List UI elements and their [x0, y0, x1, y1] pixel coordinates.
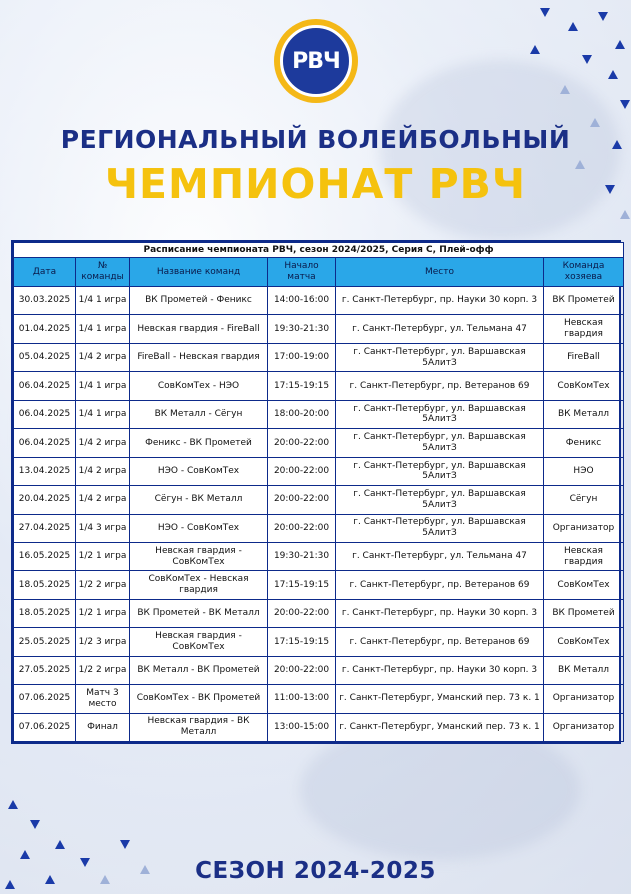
table-row	[14, 457, 624, 485]
teams-cell: ВК Металл - ВК Прометей	[130, 656, 268, 684]
teams-cell: НЭО - СовКомТех	[130, 457, 268, 485]
host-cell: Невская гвардия	[544, 542, 624, 570]
date-cell: 27.05.2025	[14, 656, 76, 684]
time-cell: 17:15-19:15	[268, 628, 336, 656]
time-cell: 17:15-19:15	[268, 372, 336, 400]
table-header-row	[14, 258, 624, 287]
date-cell: 25.05.2025	[14, 628, 76, 656]
venue-cell: г. Санкт-Петербург, ул. Тельмана 47	[336, 315, 544, 343]
venue-cell: г. Санкт-Петербург, Уманский пер. 73 к. 1	[336, 685, 544, 713]
round-cell: 1/2 1 игра	[76, 599, 130, 627]
column-header: № команды	[76, 258, 130, 287]
venue-cell: г. Санкт-Петербург, ул. Варшавская 5АлитЗ	[336, 343, 544, 371]
date-cell: 13.04.2025	[14, 457, 76, 485]
date-cell: 18.05.2025	[14, 599, 76, 627]
date-cell: 07.06.2025	[14, 685, 76, 713]
table-row	[14, 514, 624, 542]
host-cell: ВК Металл	[544, 656, 624, 684]
table-row	[14, 571, 624, 599]
table-row	[14, 656, 624, 684]
time-cell: 20:00-22:00	[268, 656, 336, 684]
table-row	[14, 372, 624, 400]
rvch-logo	[274, 19, 358, 103]
host-cell: Невская гвардия	[544, 315, 624, 343]
date-cell: 06.04.2025	[14, 429, 76, 457]
time-cell: 13:00-15:00	[268, 713, 336, 741]
round-cell: 1/4 2 игра	[76, 457, 130, 485]
table-row	[14, 400, 624, 428]
teams-cell: Невская гвардия - СовКомТех	[130, 628, 268, 656]
time-cell: 20:00-22:00	[268, 486, 336, 514]
teams-cell: СовКомТех - ВК Прометей	[130, 685, 268, 713]
teams-cell: Невская гвардия - СовКомТех	[130, 542, 268, 570]
date-cell: 18.05.2025	[14, 571, 76, 599]
teams-cell: Феникс - ВК Прометей	[130, 429, 268, 457]
host-cell: ВК Прометей	[544, 287, 624, 315]
schedule-table	[11, 240, 621, 744]
teams-cell: Сёгун - ВК Металл	[130, 486, 268, 514]
round-cell: 1/4 1 игра	[76, 287, 130, 315]
time-cell: 14:00-16:00	[268, 287, 336, 315]
teams-cell: Невская гвардия - FireBall	[130, 315, 268, 343]
table-row	[14, 628, 624, 656]
table-row	[14, 685, 624, 713]
round-cell: Финал	[76, 713, 130, 741]
venue-cell: г. Санкт-Петербург, ул. Варшавская 5АлитЗ	[336, 457, 544, 485]
venue-cell: г. Санкт-Петербург, пр. Науки 30 корп. 3	[336, 599, 544, 627]
table-row	[14, 429, 624, 457]
time-cell: 19:30-21:30	[268, 315, 336, 343]
round-cell: 1/4 2 игра	[76, 429, 130, 457]
host-cell: Сёгун	[544, 486, 624, 514]
host-cell: Феникс	[544, 429, 624, 457]
time-cell: 20:00-22:00	[268, 514, 336, 542]
title-line-1: РЕГИОНАЛЬНЫЙ ВОЛЕЙБОЛЬНЫЙ	[60, 125, 571, 154]
date-cell: 27.04.2025	[14, 514, 76, 542]
venue-cell: г. Санкт-Петербург, пр. Науки 30 корп. 3	[336, 287, 544, 315]
venue-cell: г. Санкт-Петербург, ул. Тельмана 47	[336, 542, 544, 570]
host-cell: СовКомТех	[544, 628, 624, 656]
time-cell: 20:00-22:00	[268, 429, 336, 457]
venue-cell: г. Санкт-Петербург, ул. Варшавская 5АлитЗ	[336, 514, 544, 542]
date-cell: 07.06.2025	[14, 713, 76, 741]
time-cell: 19:30-21:30	[268, 542, 336, 570]
date-cell: 01.04.2025	[14, 315, 76, 343]
table-row	[14, 713, 624, 741]
teams-cell: ВК Прометей - Феникс	[130, 287, 268, 315]
round-cell: 1/4 1 игра	[76, 372, 130, 400]
title-line-2: ЧЕМПИОНАТ РВЧ	[104, 160, 527, 208]
time-cell: 18:00-20:00	[268, 400, 336, 428]
time-cell: 11:00-13:00	[268, 685, 336, 713]
date-cell: 30.03.2025	[14, 287, 76, 315]
table-row	[14, 315, 624, 343]
venue-cell: г. Санкт-Петербург, ул. Варшавская 5АлитЗ	[336, 486, 544, 514]
time-cell: 20:00-22:00	[268, 599, 336, 627]
teams-cell: НЭО - СовКомТех	[130, 514, 268, 542]
time-cell: 20:00-22:00	[268, 457, 336, 485]
host-cell: ВК Металл	[544, 400, 624, 428]
round-cell: 1/4 2 игра	[76, 486, 130, 514]
host-cell: СовКомТех	[544, 571, 624, 599]
round-cell: 1/2 2 игра	[76, 571, 130, 599]
host-cell: ВК Прометей	[544, 599, 624, 627]
host-cell: Организатор	[544, 514, 624, 542]
round-cell: 1/2 2 игра	[76, 656, 130, 684]
date-cell: 20.04.2025	[14, 486, 76, 514]
column-header: Место	[336, 258, 544, 287]
round-cell: 1/4 1 игра	[76, 315, 130, 343]
teams-cell: Невская гвардия - ВК Металл	[130, 713, 268, 741]
date-cell: 06.04.2025	[14, 400, 76, 428]
round-cell: 1/4 3 игра	[76, 514, 130, 542]
time-cell: 17:15-19:15	[268, 571, 336, 599]
date-cell: 16.05.2025	[14, 542, 76, 570]
logo-text: РВЧ	[280, 25, 352, 97]
round-cell: 1/4 1 игра	[76, 400, 130, 428]
column-header: Дата	[14, 258, 76, 287]
host-cell: Организатор	[544, 685, 624, 713]
table-row	[14, 542, 624, 570]
host-cell: НЭО	[544, 457, 624, 485]
venue-cell: г. Санкт-Петербург, пр. Ветеранов 69	[336, 372, 544, 400]
venue-cell: г. Санкт-Петербург, Уманский пер. 73 к. 1	[336, 713, 544, 741]
table-row	[14, 486, 624, 514]
venue-cell: г. Санкт-Петербург, пр. Ветеранов 69	[336, 571, 544, 599]
date-cell: 06.04.2025	[14, 372, 76, 400]
venue-cell: г. Санкт-Петербург, пр. Науки 30 корп. 3	[336, 656, 544, 684]
round-cell: 1/2 3 игра	[76, 628, 130, 656]
table-row	[14, 599, 624, 627]
teams-cell: ВК Металл - Сёгун	[130, 400, 268, 428]
season-title: СЕЗОН 2024-2025	[195, 858, 436, 884]
teams-cell: СовКомТех - Невская гвардия	[130, 571, 268, 599]
round-cell: Матч 3 место	[76, 685, 130, 713]
host-cell: FireBall	[544, 343, 624, 371]
table-row	[14, 343, 624, 371]
teams-cell: ВК Прометей - ВК Металл	[130, 599, 268, 627]
round-cell: 1/2 1 игра	[76, 542, 130, 570]
column-header: Команда хозяева	[544, 258, 624, 287]
table-caption: Расписание чемпионата РВЧ, сезон 2024/2025, Серия С, Плей-офф	[14, 243, 624, 258]
column-header: Начало матча	[268, 258, 336, 287]
teams-cell: FireBall - Невская гвардия	[130, 343, 268, 371]
host-cell: СовКомТех	[544, 372, 624, 400]
teams-cell: СовКомТех - НЭО	[130, 372, 268, 400]
column-header: Название команд	[130, 258, 268, 287]
table-row	[14, 287, 624, 315]
venue-cell: г. Санкт-Петербург, ул. Варшавская 5АлитЗ	[336, 400, 544, 428]
time-cell: 17:00-19:00	[268, 343, 336, 371]
venue-cell: г. Санкт-Петербург, ул. Варшавская 5АлитЗ	[336, 429, 544, 457]
venue-cell: г. Санкт-Петербург, пр. Ветеранов 69	[336, 628, 544, 656]
date-cell: 05.04.2025	[14, 343, 76, 371]
host-cell: Организатор	[544, 713, 624, 741]
round-cell: 1/4 2 игра	[76, 343, 130, 371]
